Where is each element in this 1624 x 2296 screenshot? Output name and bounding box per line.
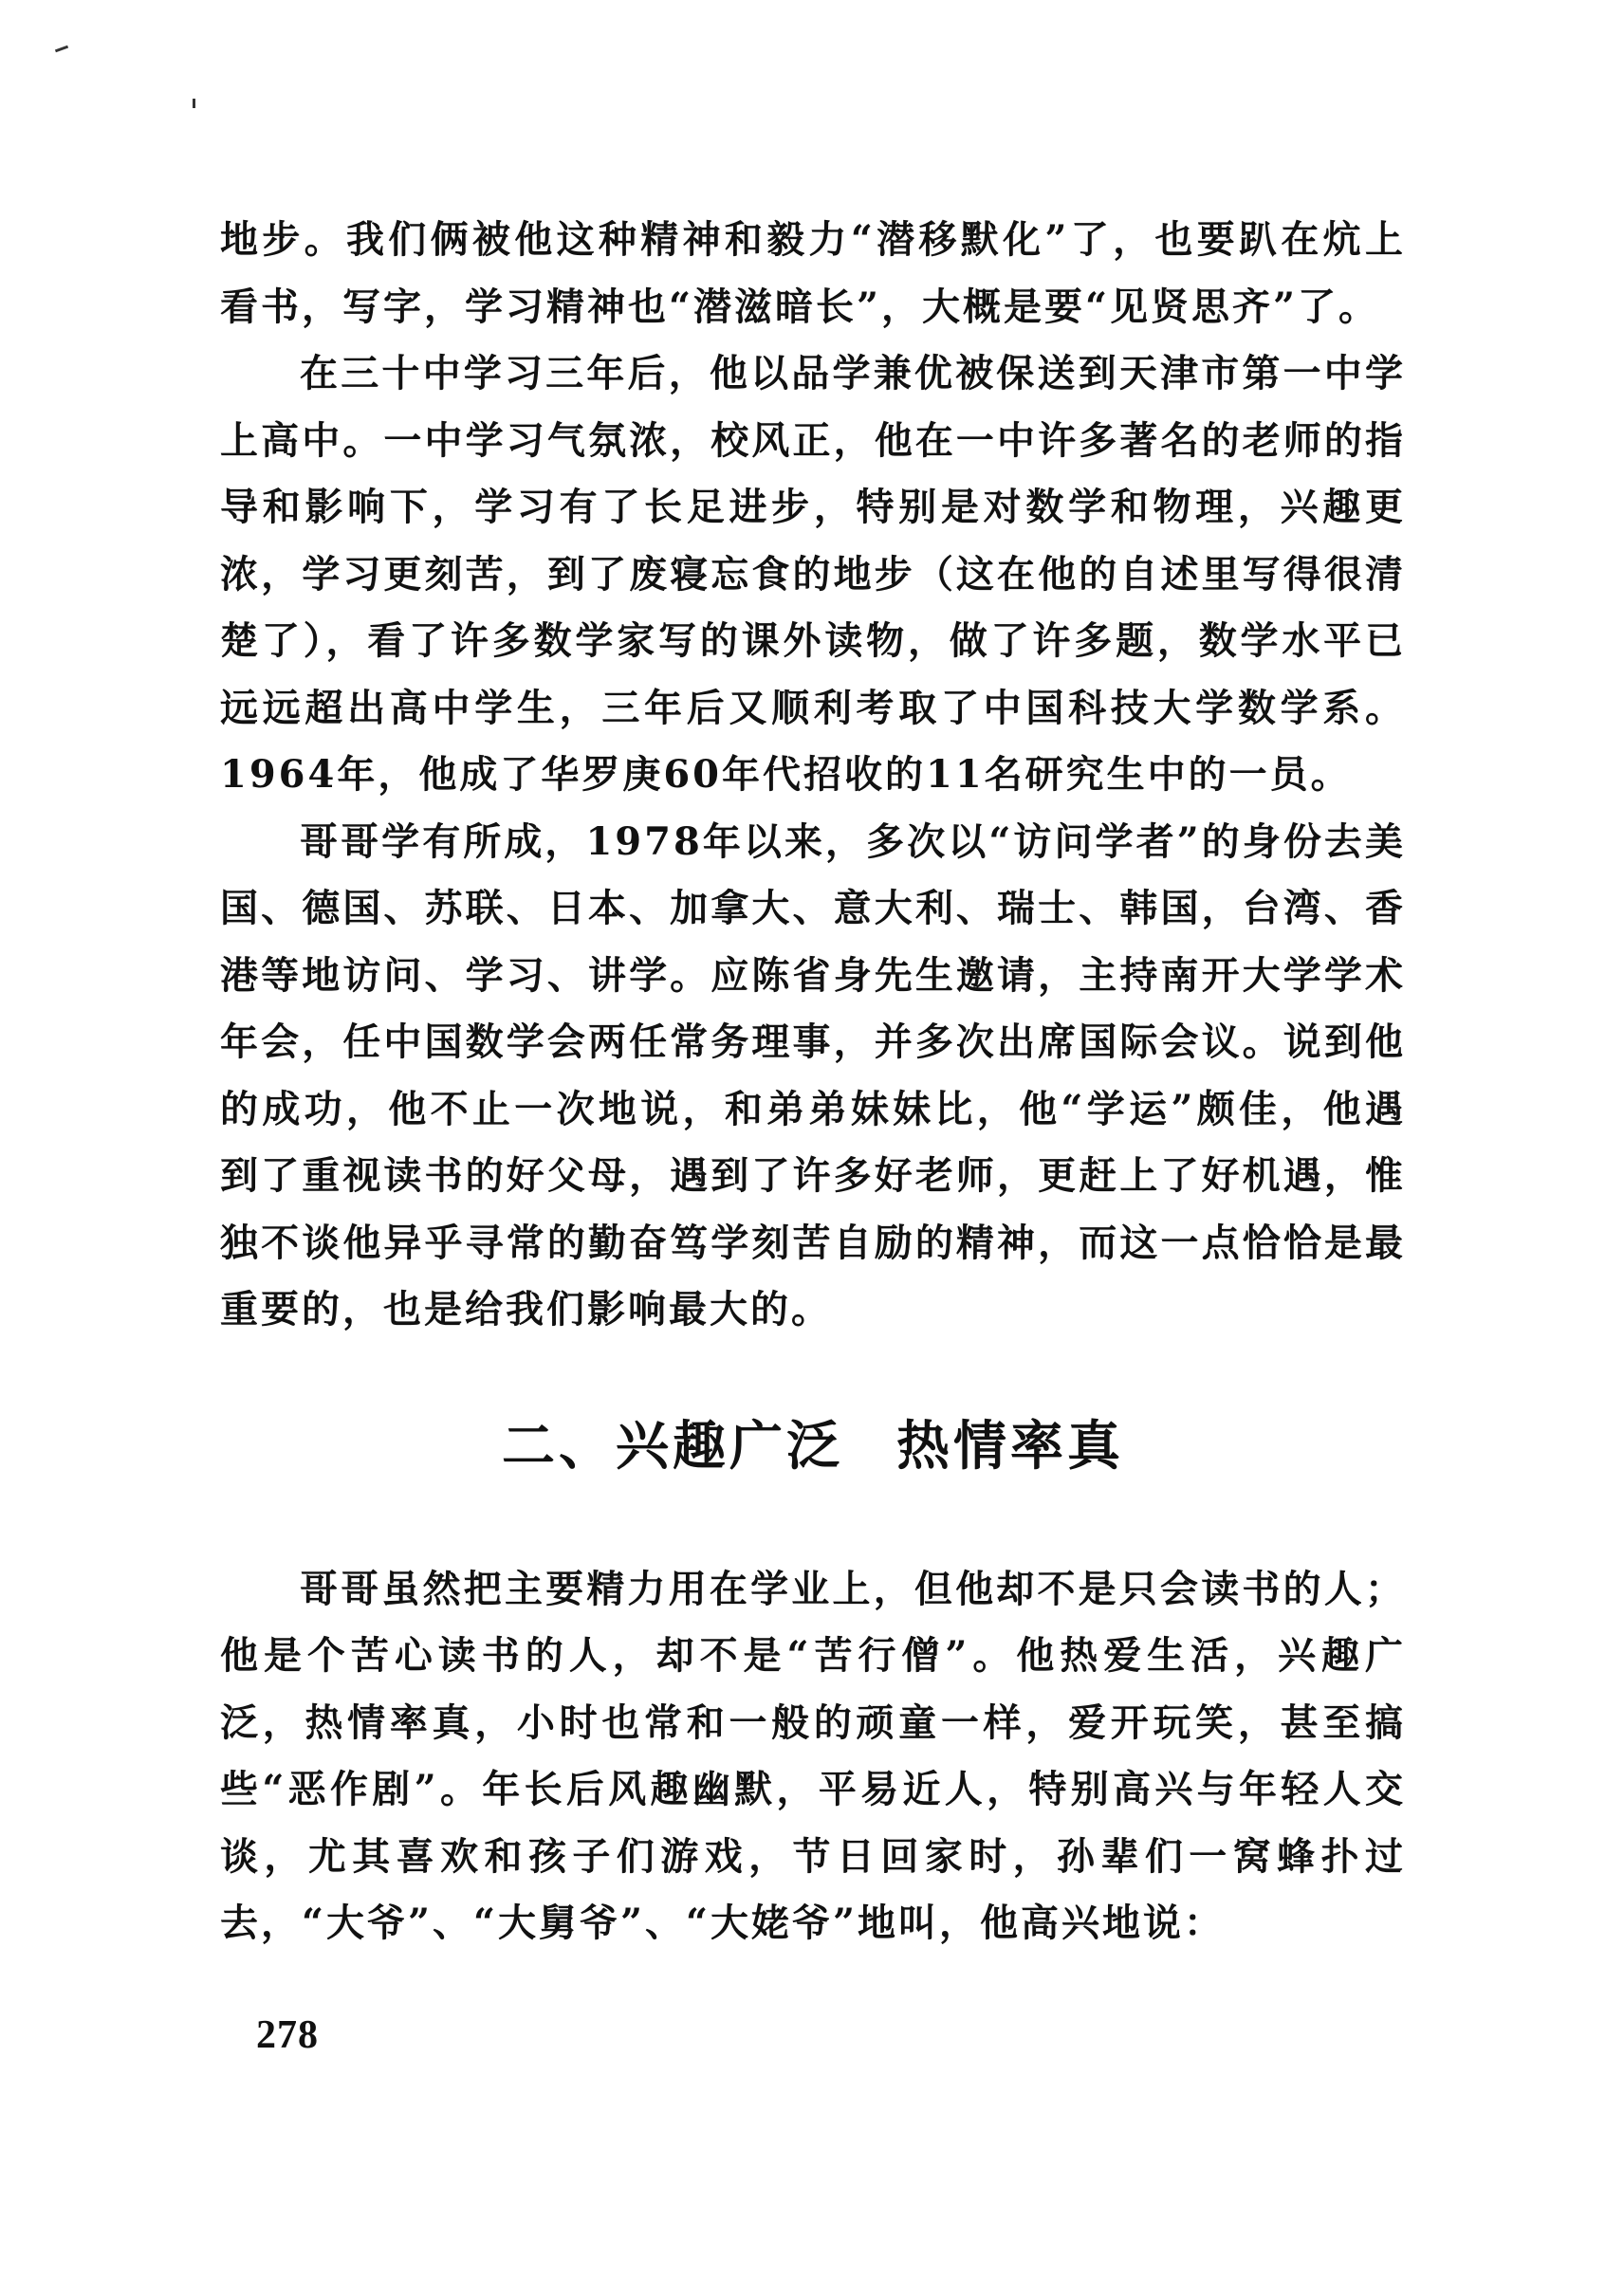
paragraph-3: 哥哥学有所成，1978年以来，多次以“访问学者”的身份去美国、德国、苏联、日本、加拿大、意大利、瑞士、韩国，台湾、香港等地访问、学习、讲学。应陈省身先生邀请，主持南开大学学术年会，任中国数学会两任常务理事，并多次出席国际会议。说到他的成功，他不止一次地说，和弟弟妹妹比，他“学运”颇佳，他遇到了重视读书的好父母，遇到了许多好老师，更赶上了好机遇，惟独不谈他异乎寻常的勤奋笃学刻苦自励的精神，而这一点恰恰是最重要的，也是给我们影响最大的。: [220, 818, 1406, 1332]
section-title-part1: 兴趣广泛: [616, 1415, 843, 1478]
scan-speck: [193, 99, 195, 108]
section-number: 二、: [502, 1415, 616, 1478]
paragraph-2: 在三十中学习三年后，他以品学兼优被保送到天津市第一中学上高中。一中学习气氛浓，校风正，他在一中许多著名的老师的指导和影响下，学习有了长足进步，特别是对数学和物理，兴趣更浓，学习更刻苦，到了废寝忘食的地步（这在他的自述里写得很清楚了），看了许多数学家写的课外读物，做了许多题，数学水平已远远超出高中学生，三年后又顺利考取了中国科技大学数学系。1964年，他成了华罗庚60年代招收的11名研究生中的一员。: [220, 351, 1406, 797]
scan-speck: [55, 46, 68, 53]
page-body: [220, 207, 1406, 1957]
section-title-part2: 热情率真: [896, 1415, 1124, 1478]
section-heading: [220, 1414, 1406, 1480]
paragraph-4: 哥哥虽然把主要精力用在学业上，但他却不是只会读书的人；他是个苦心读书的人，却不是“苦行僧”。他热爱生活，兴趣广泛，热情率真，小时也常和一般的顽童一样，爱开玩笑，甚至搞些“恶作剧”。年长后风趣幽默，平易近人，特别高兴与年轻人交谈，尤其喜欢和孩子们游戏，节日回家时，孙辈们一窝蜂扑过去，“大爷”、“大舅爷”、“大姥爷”地叫，他高兴地说：: [220, 1566, 1406, 1945]
paragraph-1: 地步。我们俩被他这种精神和毅力“潜移默化”了，也要趴在炕上看书，写字，学习精神也“潜滋暗长”，大概是要“见贤思齐”了。: [220, 217, 1406, 329]
page-number: 278: [256, 2013, 319, 2057]
